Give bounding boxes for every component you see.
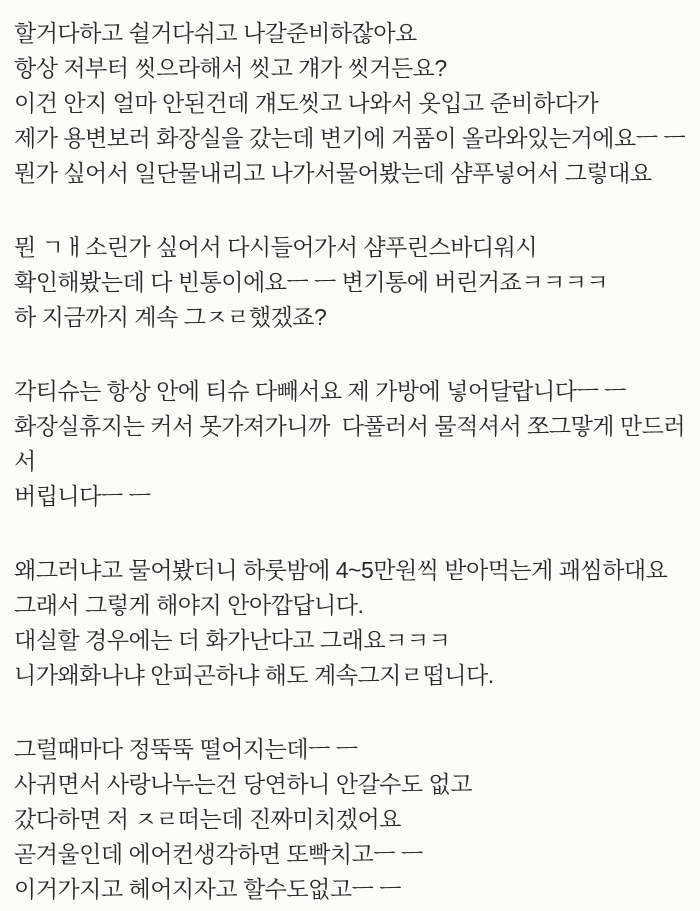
text-line: 왜그러냐고 물어봤더니 하룻밤에 4~5만원씩 받아먹는게 괘씸하대요 xyxy=(14,557,668,583)
text-line: 각티슈는 항상 안에 티슈 다빼서요 제 가방에 넣어달랍니다ㅡ ㅡ xyxy=(14,378,626,404)
text-line: 확인해봤는데 다 빈통이에요ㅡ ㅡ 변기통에 버린거죠ㅋㅋㅋㅋ xyxy=(14,269,609,295)
paragraph-1 xyxy=(14,16,690,191)
text-line: 뭔 ㄱㅐ소린가 싶어서 다시들어가서 샴푸린스바디워시 xyxy=(14,234,538,260)
text-line: 니가왜화나냐 안피곤하냐 해도 계속그지ㄹ떱니다. xyxy=(14,662,494,688)
text-line: 곧겨울인데 에어컨생각하면 또빡치고ㅡ ㅡ xyxy=(14,841,423,867)
text-line: 그래서 그렇게 해야지 안아깝답니다. xyxy=(14,592,364,618)
text-line: 화장실휴지는 커서 못가져가니까 다풀러서 물적셔서 쪼그맣게 만드러서 xyxy=(14,413,686,474)
text-line: 제가 용변보러 화장실을 갔는데 변기에 거품이 올라와있는거에요ㅡ ㅡ xyxy=(14,125,686,151)
text-line: 갔다하면 저 ㅈㄹ떠는데 진짜미치겠어요 xyxy=(14,806,401,832)
text-line: 할거다하고 쉴거다쉬고 나갈준비하잖아요 xyxy=(14,20,417,46)
text-line: 항상 저부터 씻으라해서 씻고 걔가 씻거든요? xyxy=(14,55,447,81)
text-line: 사귀면서 사랑나누는건 당연하니 안갈수도 없고 xyxy=(14,771,472,797)
text-line: 대실할 경우에는 더 화가난다고 그래요ㅋㅋㅋ xyxy=(14,627,451,653)
text-line: 뭔가 싶어서 일단물내리고 나가서물어봤는데 샴푸넣어서 그렇대요 xyxy=(14,160,652,186)
paragraph-5 xyxy=(14,732,690,907)
text-line: 그럴때마다 정뚝뚝 떨어지는데ㅡ ㅡ xyxy=(14,736,358,762)
text-line: 하 지금까지 계속 그ㅈㄹ했겠죠? xyxy=(14,304,327,330)
text-line: 이건 안지 얼마 안된건데 걔도씻고 나와서 옷입고 준비하다가 xyxy=(14,90,599,116)
text-line: 버립니다ㅡ ㅡ xyxy=(14,483,151,509)
text-line: 이거가지고 헤어지자고 할수도없고ㅡ ㅡ xyxy=(14,876,401,902)
paragraph-2 xyxy=(14,230,690,335)
paragraph-4 xyxy=(14,553,690,693)
paragraph-3 xyxy=(14,374,690,514)
